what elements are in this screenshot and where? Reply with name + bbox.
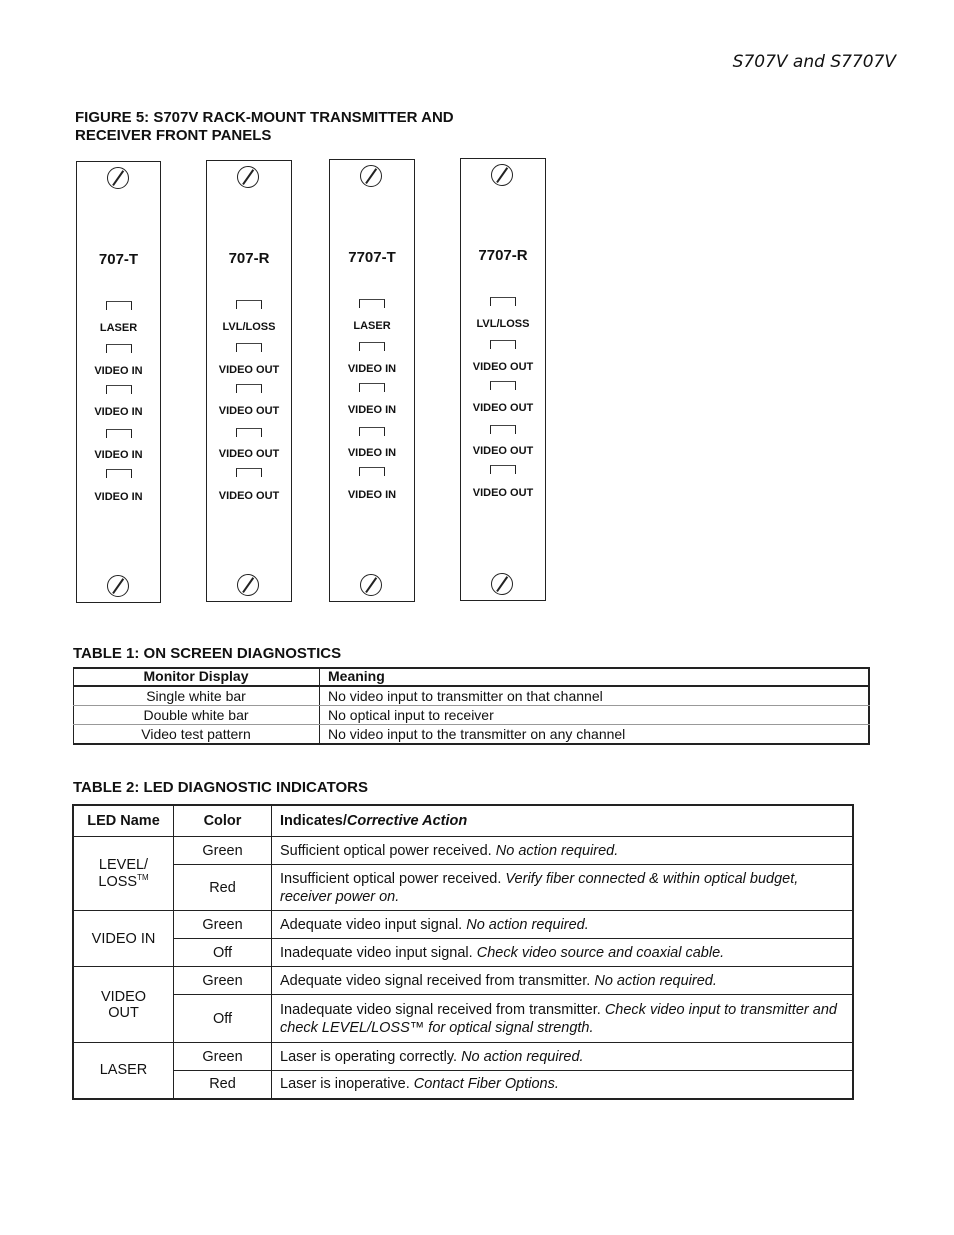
front-panel-7707-r (460, 158, 546, 601)
indicates-text: Adequate video signal received from transmitter. (280, 972, 591, 989)
screw-icon (360, 574, 382, 596)
table1-header-row (73, 667, 870, 686)
led-indicator (490, 425, 516, 434)
table2-cell-color: Off (174, 939, 272, 967)
figure-caption-line1: FIGURE 5: S707V RACK-MOUNT TRANSMITTER AND (75, 109, 454, 126)
screw-icon (107, 575, 129, 597)
table2-cell-color: Off (174, 995, 272, 1043)
table2-header-indicates-text: Indicates/ (280, 813, 347, 829)
indicates-text: Laser is inoperative. (280, 1076, 410, 1093)
led-indicator (359, 299, 385, 308)
table2-cell-indicates (272, 1071, 854, 1099)
led-label: VIDEO OUT (218, 490, 280, 502)
table2-header-indicates (272, 805, 854, 837)
table-row (73, 1071, 853, 1099)
corrective-action-text: No action required. (461, 1048, 584, 1065)
led-label: VIDEO IN (347, 404, 397, 416)
table2-cell-color: Green (174, 837, 272, 865)
table-row (73, 865, 853, 911)
table-row (73, 911, 853, 939)
led-label: VIDEO IN (94, 365, 143, 377)
led-name-line1: LEVEL/ (98, 857, 149, 874)
corrective-action-text: No action required. (495, 842, 619, 859)
led-name-line1: LASER (99, 1062, 148, 1079)
table2-cell-color: Red (174, 865, 272, 911)
led-label: VIDEO OUT (218, 448, 280, 460)
led-label: VIDEO OUT (218, 405, 280, 417)
screw-icon (491, 573, 513, 595)
table-row (73, 1043, 853, 1071)
table2-cell-color: Green (174, 967, 272, 995)
table-row (73, 837, 853, 865)
led-label: LASER (353, 320, 391, 332)
led-label: VIDEO OUT (218, 364, 280, 376)
screw-icon (360, 165, 382, 187)
led-name-line2-text: LOSS (98, 873, 138, 890)
table2-cell-color: Green (174, 911, 272, 939)
table2-cell-indicates (272, 939, 854, 967)
table2-caption: TABLE 2: LED DIAGNOSTIC INDICATORS (73, 779, 369, 796)
led-name-line2 (82, 1005, 165, 1021)
table-row (73, 686, 870, 706)
table-row (73, 725, 870, 744)
led-label: VIDEO OUT (472, 402, 534, 414)
led-indicator (236, 300, 262, 309)
table2-header-action-text: Corrective Action (346, 813, 468, 829)
indicates-text: Inadequate video signal received from transmitter. (280, 1001, 601, 1018)
table1-cell-meaning: No optical input to receiver (320, 706, 871, 725)
screw-icon (237, 574, 259, 596)
led-label: VIDEO IN (347, 489, 397, 501)
led-indicator (359, 467, 385, 476)
screw-icon (107, 167, 129, 189)
table2-cell-indicates (272, 967, 854, 995)
trademark-mark: TM (137, 873, 149, 883)
led-indicator (490, 297, 516, 306)
led-indicator (106, 469, 132, 478)
table1-cell-meaning: No video input to the transmitter on any channel (328, 726, 626, 742)
led-indicator (236, 384, 262, 393)
led-name-line1: VIDEO IN (91, 930, 156, 947)
table2 (72, 804, 854, 1100)
table1-header-meaning: Meaning (320, 667, 871, 686)
table-row (73, 967, 853, 995)
table2-cell-indicates (272, 911, 854, 939)
corrective-action-text: Verify fiber connected & within optical budget, receiver power on. (280, 870, 799, 905)
figure-caption-line2: RECEIVER FRONT PANELS (75, 127, 272, 144)
led-label: VIDEO OUT (472, 487, 534, 499)
indicates-text: Insufficient optical power received. (280, 870, 502, 887)
table1-cell-display: Single white bar (73, 686, 320, 706)
led-label: VIDEO OUT (472, 445, 534, 457)
table1-cell-display: Double white bar (73, 706, 320, 725)
led-name-line1: VIDEO (100, 988, 147, 1005)
led-indicator (106, 429, 132, 438)
table2-cell-led-name (73, 967, 174, 1043)
front-panel-707-t (76, 161, 161, 603)
corrective-action-text: Contact Fiber Options. (413, 1076, 559, 1093)
led-indicator (359, 342, 385, 351)
led-indicator (106, 385, 132, 394)
table2-cell-indicates (272, 865, 854, 911)
led-label: LVL/LOSS (476, 318, 530, 330)
led-indicator (236, 428, 262, 437)
led-label: VIDEO OUT (472, 361, 534, 373)
table2-cell-led-name (73, 1043, 174, 1099)
panel-model-label: 707-R (228, 250, 270, 267)
table1-cell-display: Video test pattern (73, 725, 320, 744)
led-name-line2-text: OUT (108, 1004, 139, 1021)
table-row (73, 995, 853, 1043)
table2-cell-led-name (73, 911, 174, 967)
corrective-action-text: Check video input to transmitter and check LEVEL/LOSS™ for optical signal strength. (280, 1001, 837, 1036)
panel-model-label: 707-T (98, 251, 139, 268)
table2-header-row (73, 805, 853, 837)
table2-cell-indicates (272, 995, 854, 1043)
table2-cell-color: Green (174, 1043, 272, 1071)
panel-model-label: 7707-R (478, 247, 528, 264)
table-row (73, 706, 870, 725)
indicates-text: Laser is operating correctly. (280, 1048, 458, 1065)
corrective-action-text: No action required. (466, 916, 589, 933)
corrective-action-text: No action required. (594, 972, 717, 989)
table1-caption: TABLE 1: ON SCREEN DIAGNOSTICS (73, 645, 342, 662)
led-label: LASER (99, 322, 138, 334)
led-label: VIDEO IN (94, 449, 143, 461)
table2-cell-indicates (272, 1043, 854, 1071)
table-row (73, 939, 853, 967)
table2-cell-indicates (272, 837, 854, 865)
led-indicator (490, 340, 516, 349)
front-panel-7707-t (329, 159, 415, 602)
indicates-text: Inadequate video input signal. (280, 944, 473, 961)
led-indicator (106, 344, 132, 353)
led-label: VIDEO IN (94, 406, 143, 418)
led-name-line2 (82, 873, 165, 890)
table2-header-led-name: LED Name (73, 805, 174, 837)
led-label: VIDEO IN (347, 447, 397, 459)
table1-header-monitor-display: Monitor Display (73, 667, 320, 686)
led-indicator (359, 427, 385, 436)
screw-icon (237, 166, 259, 188)
led-label: VIDEO IN (347, 363, 397, 375)
indicates-text: Adequate video input signal. (280, 916, 463, 933)
led-label: VIDEO IN (94, 491, 143, 503)
led-indicator (236, 343, 262, 352)
led-indicator (490, 465, 516, 474)
screw-icon (491, 164, 513, 186)
corrective-action-text: Check video source and coaxial cable. (476, 944, 725, 961)
table2-cell-led-name (73, 837, 174, 911)
table1-cell-meaning: No video input to transmitter on that channel (320, 686, 871, 706)
panel-model-label: 7707-T (348, 249, 396, 266)
led-indicator (490, 381, 516, 390)
table2-cell-color: Red (174, 1071, 272, 1099)
table1 (73, 667, 870, 743)
page-header-title: S707V and S7707V (732, 52, 896, 72)
figure-caption (75, 109, 495, 145)
table2-header-color: Color (174, 805, 272, 837)
led-label: LVL/LOSS (222, 321, 276, 333)
indicates-text: Sufficient optical power received. (280, 842, 492, 859)
led-indicator (236, 468, 262, 477)
front-panel-707-r (206, 160, 292, 602)
led-indicator (106, 301, 132, 310)
led-indicator (359, 383, 385, 392)
